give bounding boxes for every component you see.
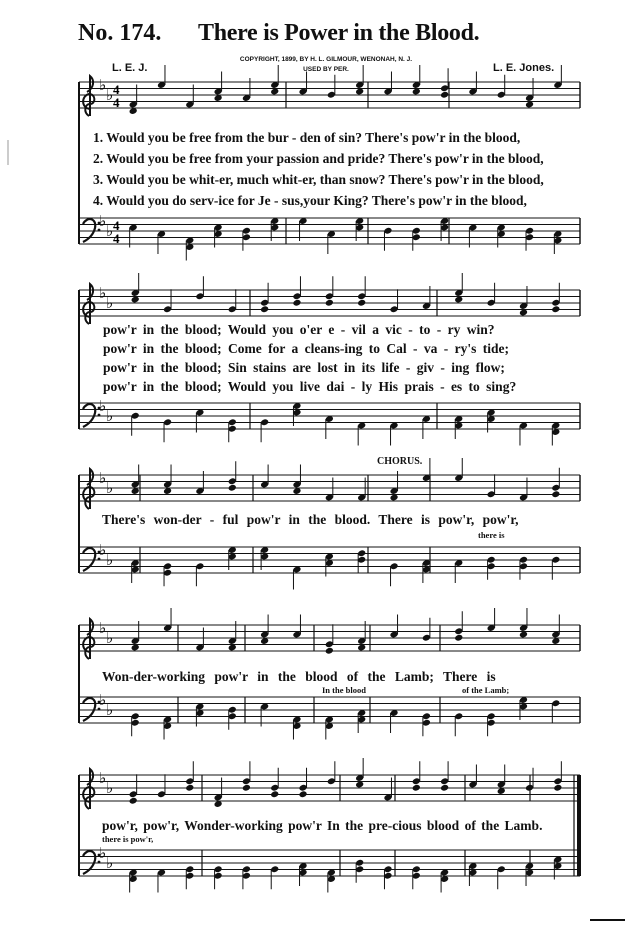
key-signature-flat: ♭	[99, 76, 107, 94]
key-signature-flat: ♭	[99, 212, 107, 230]
key-signature-flat: ♭	[99, 284, 107, 302]
verse-3-line-a: 3. Would you be whit-er, much whit-er, than snow? There's pow'r in the blood,	[93, 172, 544, 187]
note-head	[270, 790, 279, 798]
key-signature-flat: ♭	[106, 479, 114, 497]
key-signature-flat: ♭	[99, 397, 107, 415]
note-head	[185, 784, 194, 792]
hymn-title: There is Power in the Blood.	[198, 20, 480, 46]
key-signature-flat: ♭	[99, 691, 107, 709]
hymn-number: No. 174.	[78, 20, 162, 46]
chorus-marker: CHORUS.	[377, 456, 423, 467]
key-signature-flat: ♭	[99, 541, 107, 559]
key-signature-flat: ♭	[99, 844, 107, 862]
note-head	[292, 299, 301, 307]
note-head	[325, 647, 334, 655]
key-signature-flat: ♭	[99, 469, 107, 487]
composer-credit: L. E. Jones.	[493, 62, 555, 74]
key-signature-flat: ♭	[106, 294, 114, 312]
note-head	[551, 305, 560, 313]
final-bar-thick	[577, 775, 581, 876]
key-signature-flat: ♭	[99, 769, 107, 787]
key-signature-flat: ♭	[106, 779, 114, 797]
key-signature-flat: ♭	[106, 701, 114, 719]
verse-2-line-b: pow'r in the blood; Come for a cleans-ing to Cal - va - ry's tide;	[103, 341, 509, 356]
verse-3-line-b: pow'r in the blood; Sin stains are lost in its life - giv - ing flow;	[103, 360, 505, 375]
note-head	[551, 490, 560, 498]
key-signature-flat: ♭	[106, 629, 114, 647]
note-head	[325, 299, 334, 307]
note-head	[242, 784, 251, 792]
note-head	[412, 784, 421, 792]
note-head	[228, 484, 237, 492]
verse-4-line-b: pow'r in the blood; Would you live dai - ly His prais - es to sing?	[103, 379, 517, 394]
key-signature-flat: ♭	[106, 407, 114, 425]
chorus-line-1: There's won-der - ful pow'r in the blood. There is pow'r, pow'r,	[102, 512, 519, 527]
key-signature-flat: ♭	[106, 551, 114, 569]
used-by-notice: USED BY PER.	[303, 66, 349, 73]
chorus-line-2-bass-b: of the Lamb;	[462, 685, 510, 695]
note-head	[357, 299, 366, 307]
note-head	[440, 784, 449, 792]
note-head	[553, 784, 562, 792]
copyright-notice: COPYRIGHT, 1899, BY H. L. GILMOUR, WENONAH, N. J.	[239, 56, 413, 63]
note-head	[440, 91, 449, 99]
chorus-line-3-alto: there is pow'r,	[102, 834, 154, 844]
verse-1-line-b: pow'r in the blood; Would you o'er e - vil a vic - to - ry win?	[103, 322, 495, 337]
note-head	[260, 305, 269, 313]
time-signature-bottom: 4	[113, 231, 120, 246]
chorus-line-3: pow'r, pow'r, Wonder-working pow'r In the pre-cious blood of the Lamb.	[102, 818, 543, 833]
chorus-line-1-alto: there is	[478, 530, 505, 540]
time-signature-bottom: 4	[113, 95, 120, 110]
lyricist-credit: L. E. J.	[112, 62, 148, 74]
note-head	[299, 790, 308, 798]
note-head	[454, 634, 463, 642]
verse-1-line-a: 1. Would you be free from the bur - den of sin? There's pow'r in the blood,	[93, 130, 521, 145]
key-signature-flat: ♭	[106, 86, 114, 104]
verse-4-line-a: 4. Would you do serv-ice for Je - sus,your King? There's pow'r in the blood,	[93, 193, 527, 208]
time-signature-top: 4	[113, 218, 120, 233]
note-head	[129, 797, 138, 805]
key-signature-flat: ♭	[106, 222, 114, 240]
verse-2-line-a: 2. Would you be free from your passion and pride? There's pow'r in the blood,	[93, 151, 544, 166]
time-signature-top: 4	[113, 82, 120, 97]
chorus-line-2-bass-a: In the blood	[322, 685, 366, 695]
chorus-line-2: Won-der-working pow'r in the blood of the Lamb; There is	[102, 669, 496, 684]
key-signature-flat: ♭	[106, 854, 114, 872]
key-signature-flat: ♭	[99, 619, 107, 637]
